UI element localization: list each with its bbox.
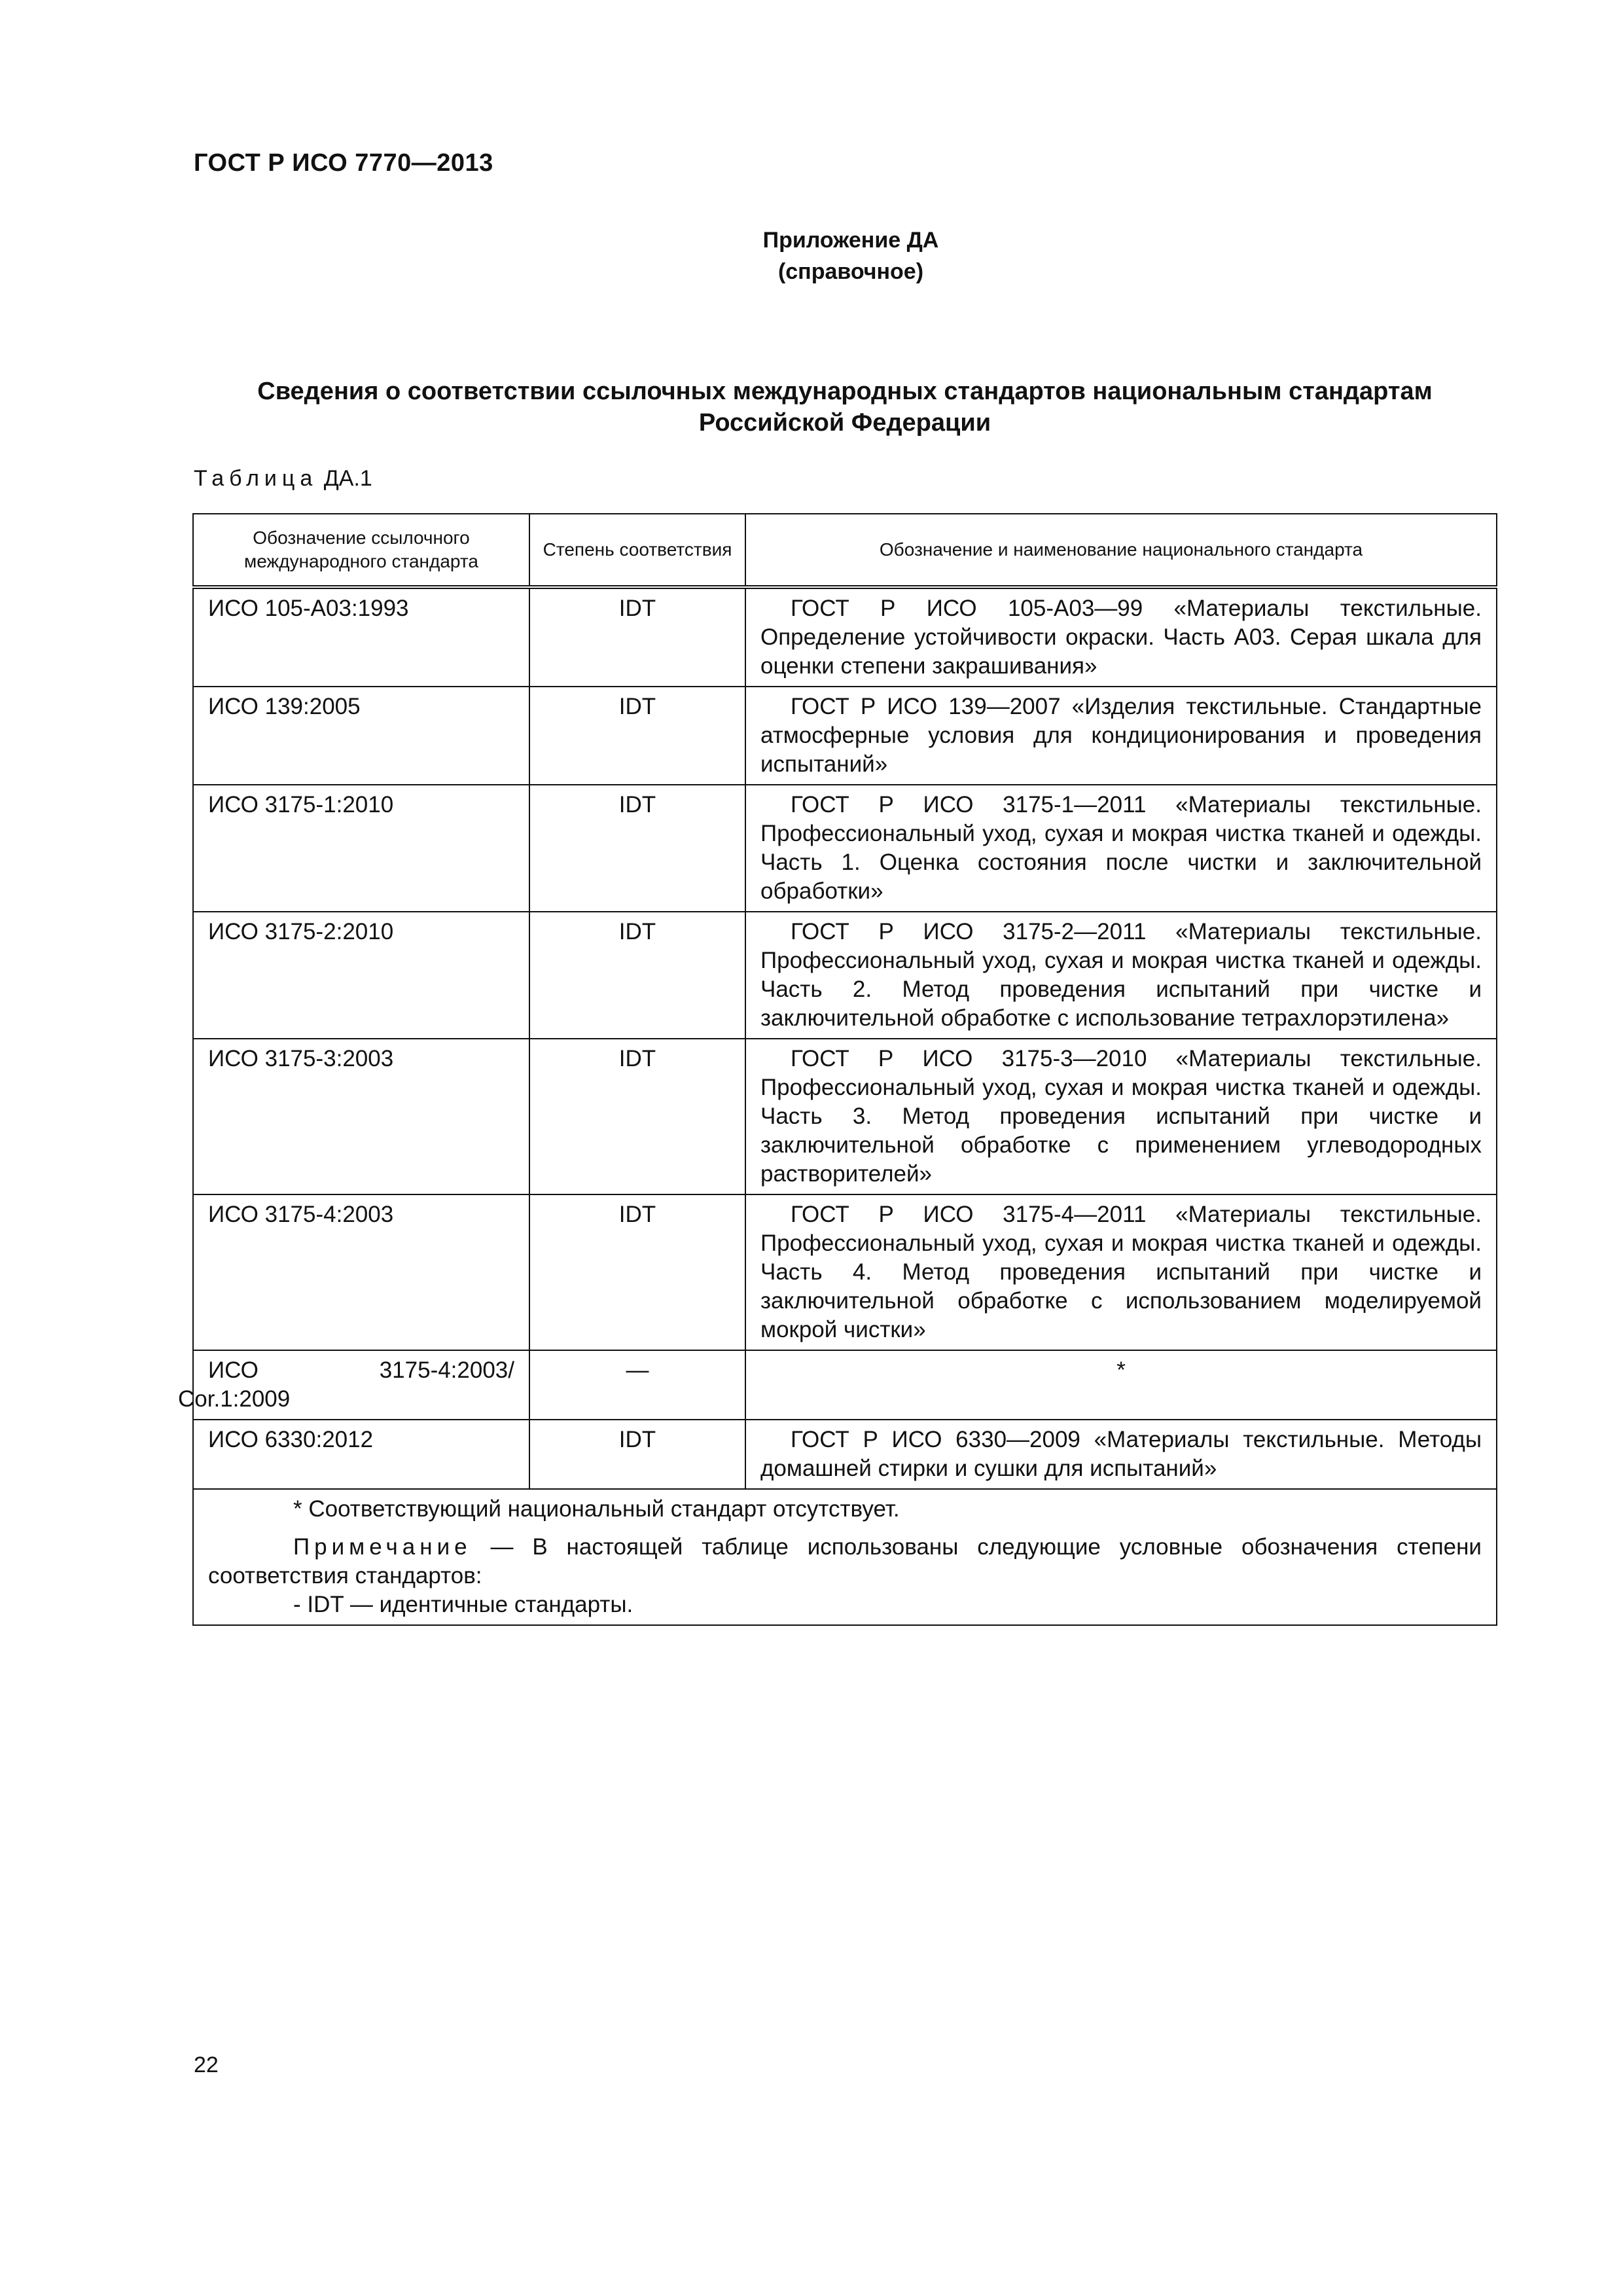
cell-degree: IDT	[529, 785, 745, 912]
cell-degree: IDT	[529, 587, 745, 687]
table-footer	[193, 1489, 1497, 1625]
note-item: - IDT — идентичные стандарты.	[293, 1592, 633, 1617]
note-label: Примечание	[293, 1534, 472, 1560]
cell-national: ГОСТ Р ИСО 3175-1—2011 «Материалы текстильные. Профессиональный уход, сухая и мокрая чистка тканей и одежды. Часть 1. Оценка состояния после чистки и заключительной обработки»	[745, 785, 1497, 912]
cell-intl: ИСО 3175-2:2010	[193, 912, 529, 1039]
document-code: ГОСТ Р ИСО 7770—2013	[194, 149, 493, 177]
cell-national: ГОСТ Р ИСО 139—2007 «Изделия текстильные. Стандартные атмосферные условия для кондиционирования и проведения испытаний»	[745, 687, 1497, 785]
cell-intl-line1: ИСО 3175-4:2003/	[208, 1357, 514, 1383]
note	[208, 1533, 1482, 1590]
cell-degree: IDT	[529, 687, 745, 785]
header-national-standard: Обозначение и наименование национального стандарта	[745, 514, 1497, 587]
table-row	[193, 587, 1497, 687]
cell-national: ГОСТ Р ИСО 3175-3—2010 «Материалы текстильные. Профессиональный уход, сухая и мокрая чистка тканей и одежды. Часть 3. Метод проведения испытаний при чистке и заключительной обработке с применением углеводородных растворителей»	[745, 1039, 1497, 1194]
header-degree: Степень соответствия	[529, 514, 745, 587]
cell-national: ГОСТ Р ИСО 105-А03—99 «Материалы текстильные. Определение устойчивости окраски. Часть А03. Серая шкала для оценки степени закрашивания»	[745, 587, 1497, 687]
cell-intl: ИСО 6330:2012	[193, 1420, 529, 1489]
cell-degree: IDT	[529, 1194, 745, 1350]
table-label-word: Таблица	[194, 466, 318, 491]
table-label-number: ДА.1	[317, 466, 372, 491]
note-text: — В настоящей таблице использованы следующие условные обозначения степени соответствия стандартов:	[208, 1534, 1482, 1588]
cell-intl: ИСО 3175-3:2003	[193, 1039, 529, 1194]
table-row	[193, 1420, 1497, 1489]
cell-degree: IDT	[529, 1039, 745, 1194]
table-header-row	[193, 514, 1497, 587]
appendix-title: Приложение ДА	[762, 228, 939, 253]
appendix-type: (справочное)	[777, 259, 924, 284]
cell-degree: IDT	[529, 1420, 745, 1489]
table-row	[193, 912, 1497, 1039]
cell-intl: ИСО 105-A03:1993	[193, 587, 529, 687]
footnote: * Соответствующий национальный стандарт отсутствует.	[293, 1496, 900, 1522]
table-row	[193, 1350, 1497, 1420]
table-row	[193, 687, 1497, 785]
table-row	[193, 1039, 1497, 1194]
cell-national: *	[745, 1350, 1497, 1420]
cell-national: ГОСТ Р ИСО 6330—2009 «Материалы текстильные. Методы домашней стирки и сушки для испытаний»	[745, 1420, 1497, 1489]
cell-intl-line2: Cor.1:2009	[178, 1386, 291, 1412]
cell-intl: ИСО 3175-1:2010	[193, 785, 529, 912]
section-title: Сведения о соответствии ссылочных международных стандартов национальным стандартам Российской Федерации	[257, 378, 1433, 437]
cell-intl: ИСО 3175-4:2003	[193, 1194, 529, 1350]
cell-degree: —	[529, 1350, 745, 1420]
table-label	[194, 466, 372, 492]
cell-national: ГОСТ Р ИСО 3175-4—2011 «Материалы текстильные. Профессиональный уход, сухая и мокрая чистка тканей и одежды. Часть 4. Метод проведения испытаний при чистке и заключительной обработке с использованием моделируемой мокрой чистки»	[745, 1194, 1497, 1350]
header-intl-standard: Обозначение ссылочного международного стандарта	[193, 514, 529, 587]
page-number: 22	[194, 2053, 219, 2077]
cell-intl	[178, 1350, 529, 1420]
table-row	[193, 785, 1497, 912]
standards-table	[178, 513, 1497, 1626]
cell-national: ГОСТ Р ИСО 3175-2—2011 «Материалы текстильные. Профессиональный уход, сухая и мокрая чистка тканей и одежды. Часть 2. Метод проведения испытаний при чистке и заключительной обработке с использование тетрахлорэтилена»	[745, 912, 1497, 1039]
table-footer-row	[193, 1489, 1497, 1625]
table-row	[193, 1194, 1497, 1350]
cell-intl: ИСО 139:2005	[193, 687, 529, 785]
cell-degree: IDT	[529, 912, 745, 1039]
